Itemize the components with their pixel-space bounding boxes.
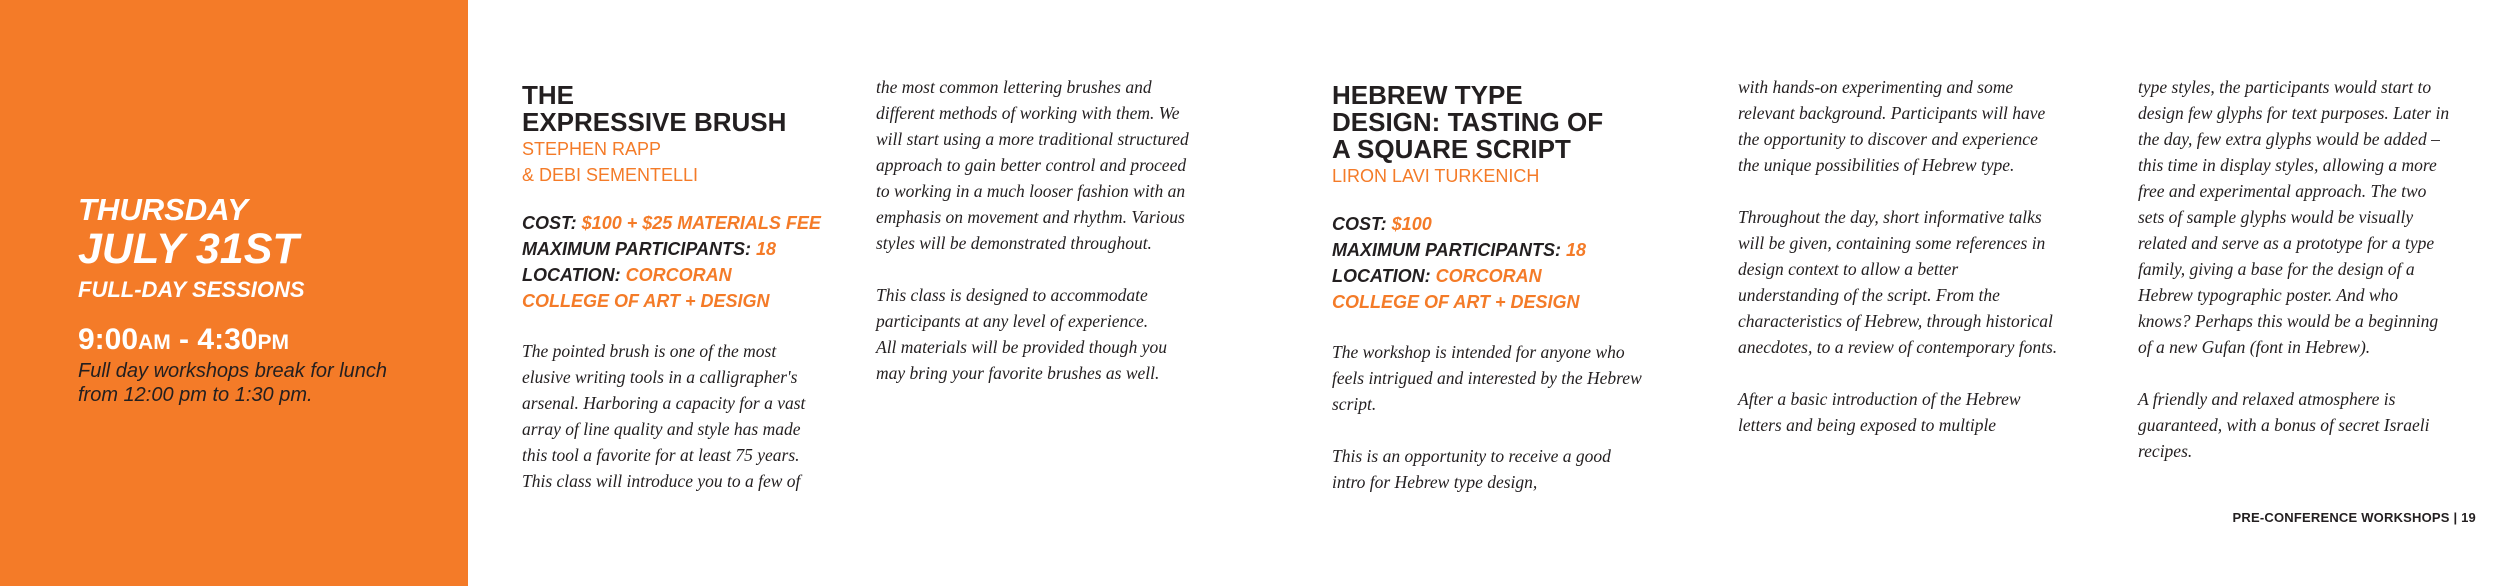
cost-line [1332, 211, 1662, 237]
cost-value: $100 [1391, 214, 1432, 234]
workshop-hebrew-paragraph: A friendly and relaxed atmosphere is guaranteed, with a bonus of secret Israeli recipes. [2138, 389, 2430, 461]
workshop-hebrew-paragraph: After a basic introduction of the Hebrew letters and being exposed to multiple [1738, 389, 2021, 435]
cost-line [522, 210, 822, 236]
session-time [78, 323, 289, 360]
page-footer: PRE-CONFERENCE WORKSHOPS | 19 [2232, 510, 2476, 525]
workshop-hebrew-title [1332, 82, 1662, 163]
max-participants-line [1332, 237, 1662, 263]
max-participants-label: MAXIMUM PARTICIPANTS: [522, 239, 756, 259]
location-line [522, 262, 822, 314]
workshop-brush-details [522, 210, 822, 314]
location-value: CORCORAN COLLEGE OF ART + DESIGN [522, 265, 770, 311]
location-label: LOCATION: [522, 265, 626, 285]
sidebar-sessions: FULL-DAY SESSIONS [78, 277, 305, 302]
workshop-hebrew-paragraph: This is an opportunity to receive a good intro for Hebrew type design, [1332, 446, 1611, 492]
max-participants-label: MAXIMUM PARTICIPANTS: [1332, 240, 1566, 260]
time-start-suffix: AM [138, 331, 171, 354]
workshop-brush-paragraph: the most common lettering brushes and different methods of working with them. We will start using a more traditional structured approach to gain better control and proceed to working in a much looser fashion with an emphasis on movement and rhythm. Various styles will be demonstrated throughout. [876, 77, 1189, 253]
workshop-brush-paragraph: The pointed brush is one of the most elusive writing tools in a calligrapher's arsenal. Harboring a capacity for a vast array of line quality and style has made this tool a favorite for at least 75 years. This class will introduce you to a few of [522, 341, 806, 491]
presenter-line: STEPHEN RAPP [522, 139, 662, 159]
cost-label: COST: [522, 213, 582, 233]
workshop-hebrew-presenter: LIRON LAVI TURKENICH [1332, 166, 1540, 186]
cost-label: COST: [1332, 214, 1392, 234]
presenter-line: & DEBI SEMENTELLI [522, 165, 699, 185]
lunch-note: Full day workshops break for lunch from 12:00 pm to 1:30 pm. [78, 360, 388, 406]
cost-value: $100 + $25 MATERIALS FEE [581, 213, 821, 233]
sidebar-day: THURSDAY [78, 192, 248, 227]
max-participants-value: 18 [1566, 240, 1587, 260]
location-value: CORCORAN COLLEGE OF ART + DESIGN [1332, 266, 1580, 312]
time-start: 9:00 [78, 323, 139, 356]
workshop-hebrew-column-2 [1738, 74, 2058, 438]
title-line: DESIGN: TASTING OF [1332, 107, 1604, 137]
workshop-hebrew-details [1332, 211, 1662, 315]
location-line [1332, 263, 1632, 315]
workshop-hebrew-column-3 [2138, 74, 2454, 464]
location-label: LOCATION: [1332, 266, 1436, 286]
workshop-hebrew-paragraph: The workshop is intended for anyone who feels intrigued and interested by the Hebrew script. [1332, 342, 1642, 414]
date-sidebar [0, 0, 468, 586]
max-participants-value: 18 [756, 239, 777, 259]
workshop-hebrew-column-1 [1332, 82, 1662, 495]
workshop-brush-presenters [522, 136, 822, 188]
max-participants-line [522, 236, 822, 262]
workshop-brush-column-2 [876, 74, 1198, 386]
title-line: HEBREW TYPE [1332, 80, 1523, 110]
title-line: A SQUARE SCRIPT [1332, 134, 1571, 164]
title-line: THE [522, 80, 574, 110]
workshop-brush-paragraph: This class is designed to accommodate participants at any level of experience. All materials will be provided though you may bring your favorite brushes as well. [876, 285, 1167, 383]
workshop-brush-column-1 [522, 82, 822, 494]
time-end: 4:30 [197, 323, 258, 356]
workshop-brush-title [522, 82, 822, 136]
sidebar-date: JULY 31ST [78, 225, 299, 273]
workshop-hebrew-paragraph: with hands-on experimenting and some relevant background. Participants will have the opportunity to discover and experience the unique possibilities of Hebrew type. [1738, 77, 2046, 175]
time-end-suffix: PM [257, 331, 289, 354]
workshop-hebrew-paragraph: Throughout the day, short informative talks will be given, containing some references in design context to allow a better understanding of the script. From the characteristics of Hebrew, through historical anecdotes, to a review of contemporary fonts. [1738, 207, 2058, 357]
workshop-hebrew-paragraph: type styles, the participants would start to design few glyphs for text purposes. Later in the day, few extra glyphs would be added – this time in display styles, allowing a more free and experimental approach. The two sets of sample glyphs would be visually related and serve as a prototype for a type family, giving a base for the design of a Hebrew typographic poster. And who knows? Perhaps this would be a beginning of a new Gufan (font in Hebrew). [2138, 77, 2450, 357]
time-separator: - [170, 323, 198, 356]
title-line: EXPRESSIVE BRUSH [522, 107, 787, 137]
